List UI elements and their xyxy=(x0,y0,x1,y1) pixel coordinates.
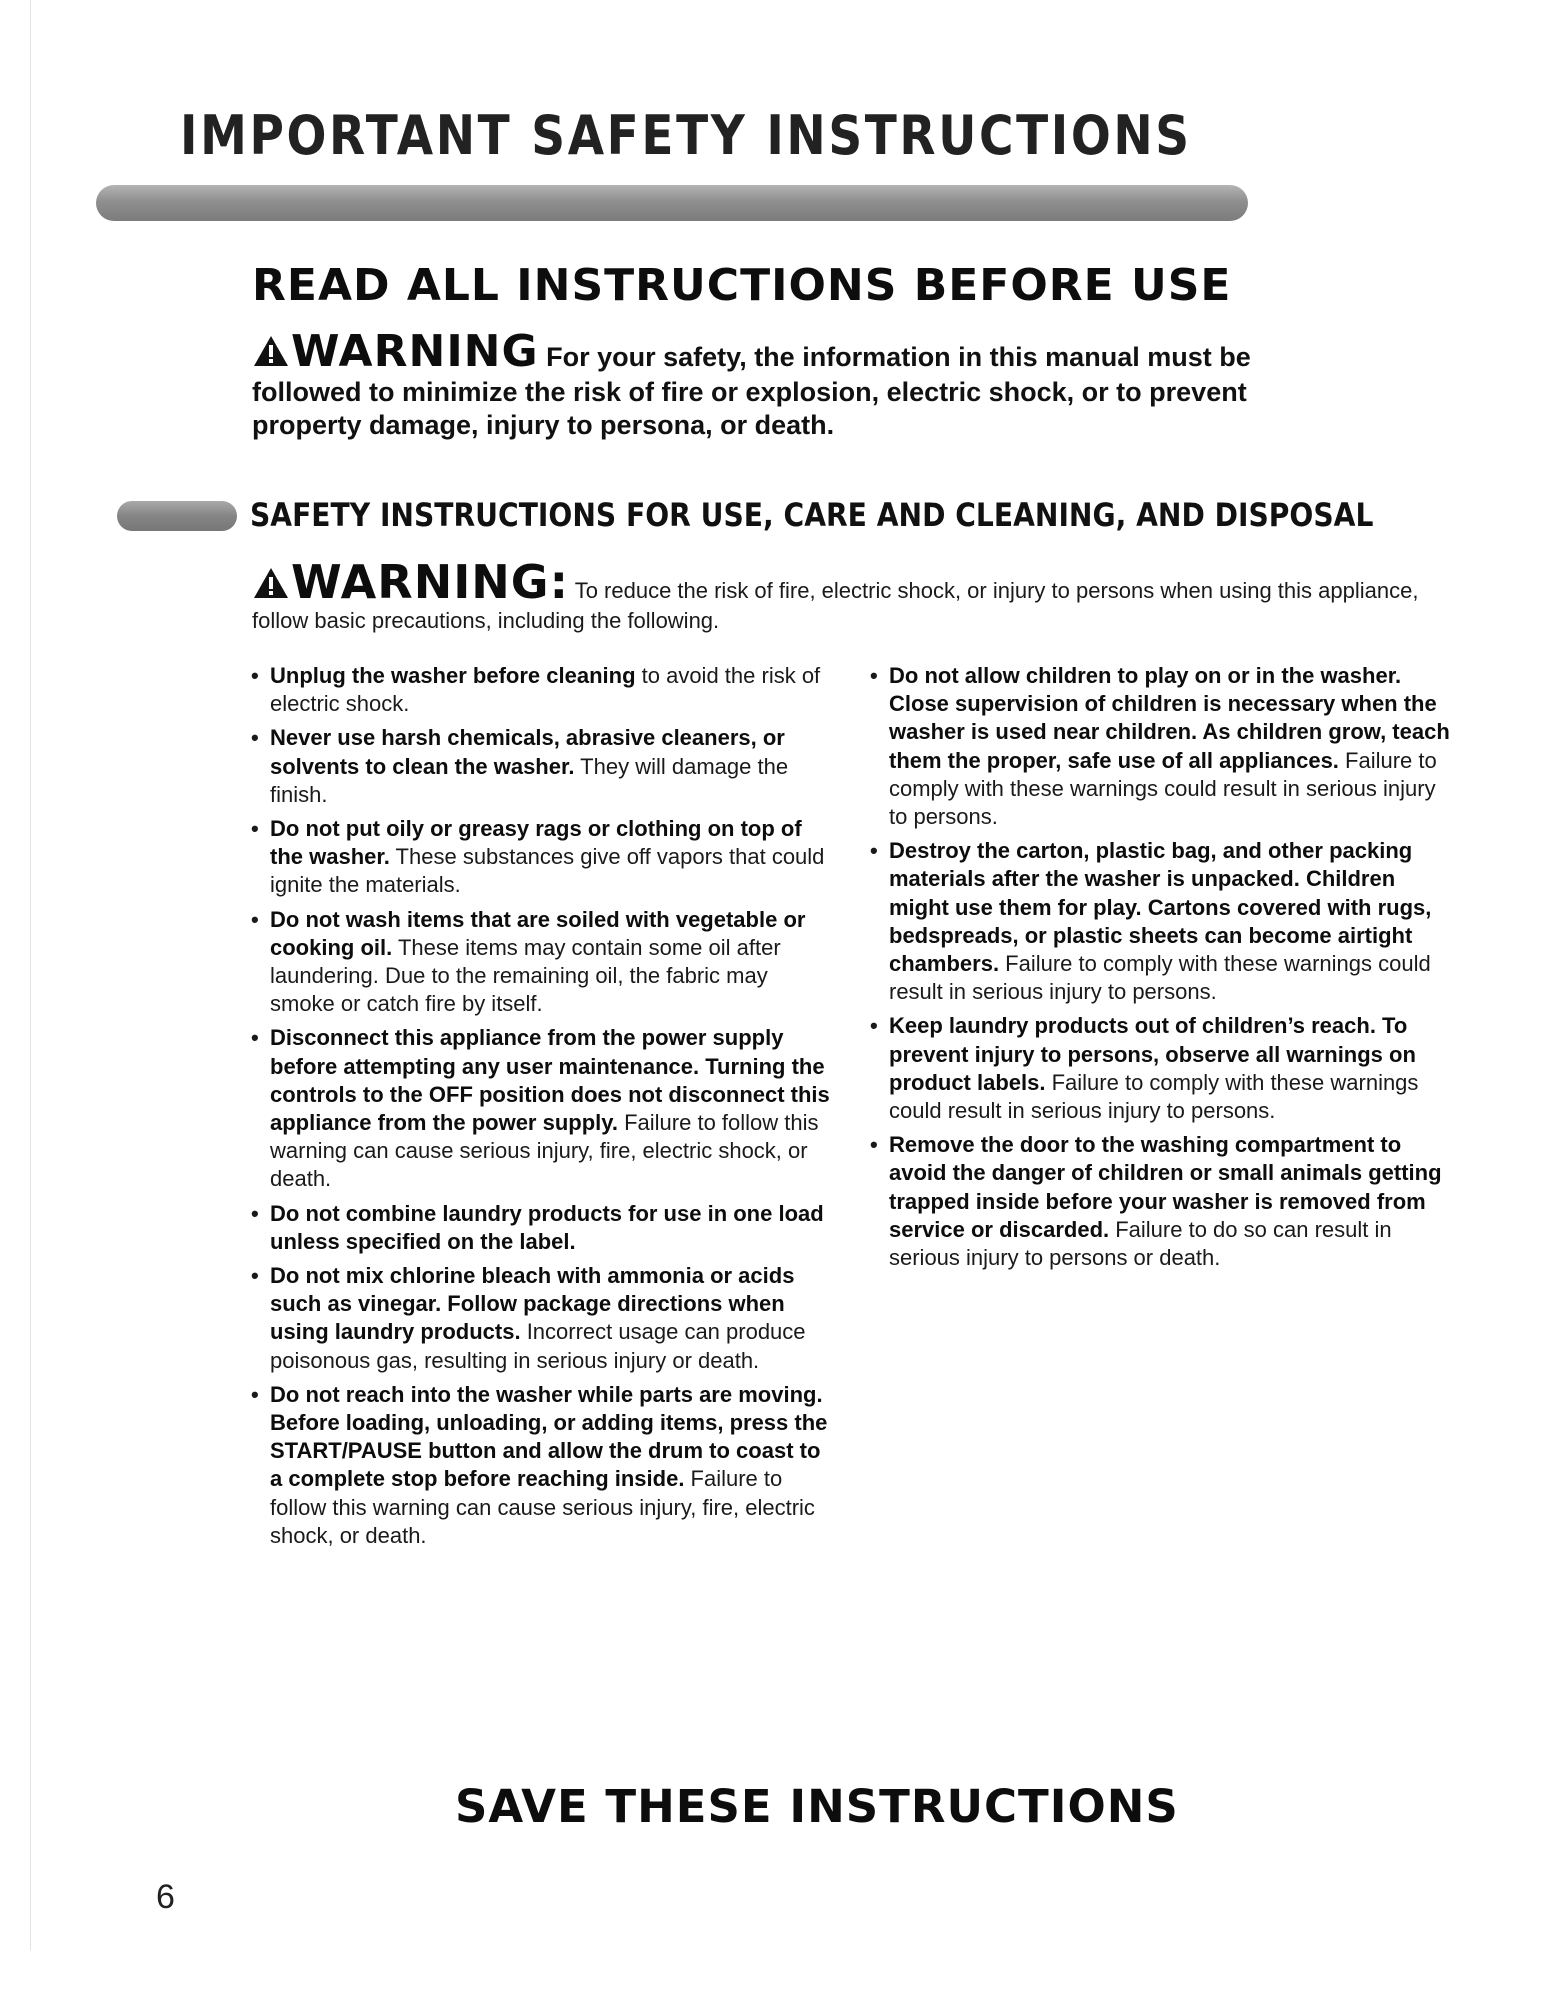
list-item: • Keep laundry products out of children’s reach. To prevent injury to persons, observe all warnings on product labels. Failure to comply with these warnings could result in serious injury to persons. xyxy=(870,1012,1460,1125)
page-title: IMPORTANT SAFETY INSTRUCTIONS xyxy=(180,104,1192,167)
list-item: • Do not put oily or greasy rags or clothing on top of the washer. These substances give off vapors that could ignite the materials. xyxy=(251,815,831,900)
right-instruction-list xyxy=(870,662,1460,1278)
save-instructions-heading: SAVE THESE INSTRUCTIONS xyxy=(455,1780,1179,1833)
warning-triangle-icon xyxy=(252,566,290,607)
warning-intro xyxy=(252,326,1362,442)
page-number: 6 xyxy=(156,1878,175,1916)
section-warning-label: WARNING: xyxy=(291,555,569,609)
list-item: • Do not reach into the washer while parts are moving. Before loading, unloading, or adding items, press the START/PAUSE button and allow the drum to coast to a complete stop before reaching inside. Failure to follow this warning can cause serious injury, fire, electric shock, or death. xyxy=(251,1381,831,1550)
page-edge-line xyxy=(30,0,31,1950)
section-title: SAFETY INSTRUCTIONS FOR USE, CARE AND CLEANING, AND DISPOSAL xyxy=(250,496,1374,534)
list-item: • Do not wash items that are soiled with vegetable or cooking oil. These items may contain some oil after laundering. Due to the remaining oil, the fabric may smoke or catch fire by itself. xyxy=(251,906,831,1019)
section-warning-text: To reduce the risk of fire, electric shock, or injury to persons when using this appliance, follow basic precautions, including the following. xyxy=(252,578,1419,633)
section-marker xyxy=(117,501,237,531)
left-instruction-list xyxy=(251,662,831,1556)
list-item: • Destroy the carton, plastic bag, and other packing materials after the washer is unpacked. Children might use them for play. Cartons covered with rugs, bedspreads, or plastic sheets can become airtight chambers. Failure to comply with these warnings could result in serious injury to persons. xyxy=(870,837,1460,1006)
list-item: • Never use harsh chemicals, abrasive cleaners, or solvents to clean the washer. They will damage the finish. xyxy=(251,724,831,809)
list-item: • Do not allow children to play on or in the washer. Close supervision of children is necessary when the washer is used near children. As children grow, teach them the proper, safe use of all appliances. Failure to comply with these warnings could result in serious injury to persons. xyxy=(870,662,1460,831)
warning-triangle-icon xyxy=(252,334,290,376)
list-item: • Remove the door to the washing compartment to avoid the danger of children or small animals getting trapped inside before your washer is removed from service or discarded. Failure to do so can result in serious injury to persons or death. xyxy=(870,1131,1460,1272)
warning-intro-text: For your safety, the information in this manual must be followed to minimize the risk of fire or explosion, electric shock, or to prevent property damage, injury to persona, or death. xyxy=(252,342,1251,440)
list-item: • Do not mix chlorine bleach with ammonia or acids such as vinegar. Follow package directions when using laundry products. Incorrect usage can produce poisonous gas, resulting in serious injury or death. xyxy=(251,1262,831,1375)
list-item: • Unplug the washer before cleaning to avoid the risk of electric shock. xyxy=(251,662,831,718)
list-item: • Disconnect this appliance from the power supply before attempting any user maintenance. Turning the controls to the OFF position does not disconnect this appliance from the power supply. Failure to follow this warning can cause serious injury, fire, electric shock, or death. xyxy=(251,1024,831,1193)
title-divider-bar xyxy=(96,185,1248,221)
warning-label: WARNING xyxy=(291,326,539,377)
section-warning xyxy=(252,555,1452,635)
list-item: • Do not combine laundry products for use in one load unless specified on the label. xyxy=(251,1200,831,1256)
read-all-heading: READ ALL INSTRUCTIONS BEFORE USE xyxy=(252,260,1232,311)
